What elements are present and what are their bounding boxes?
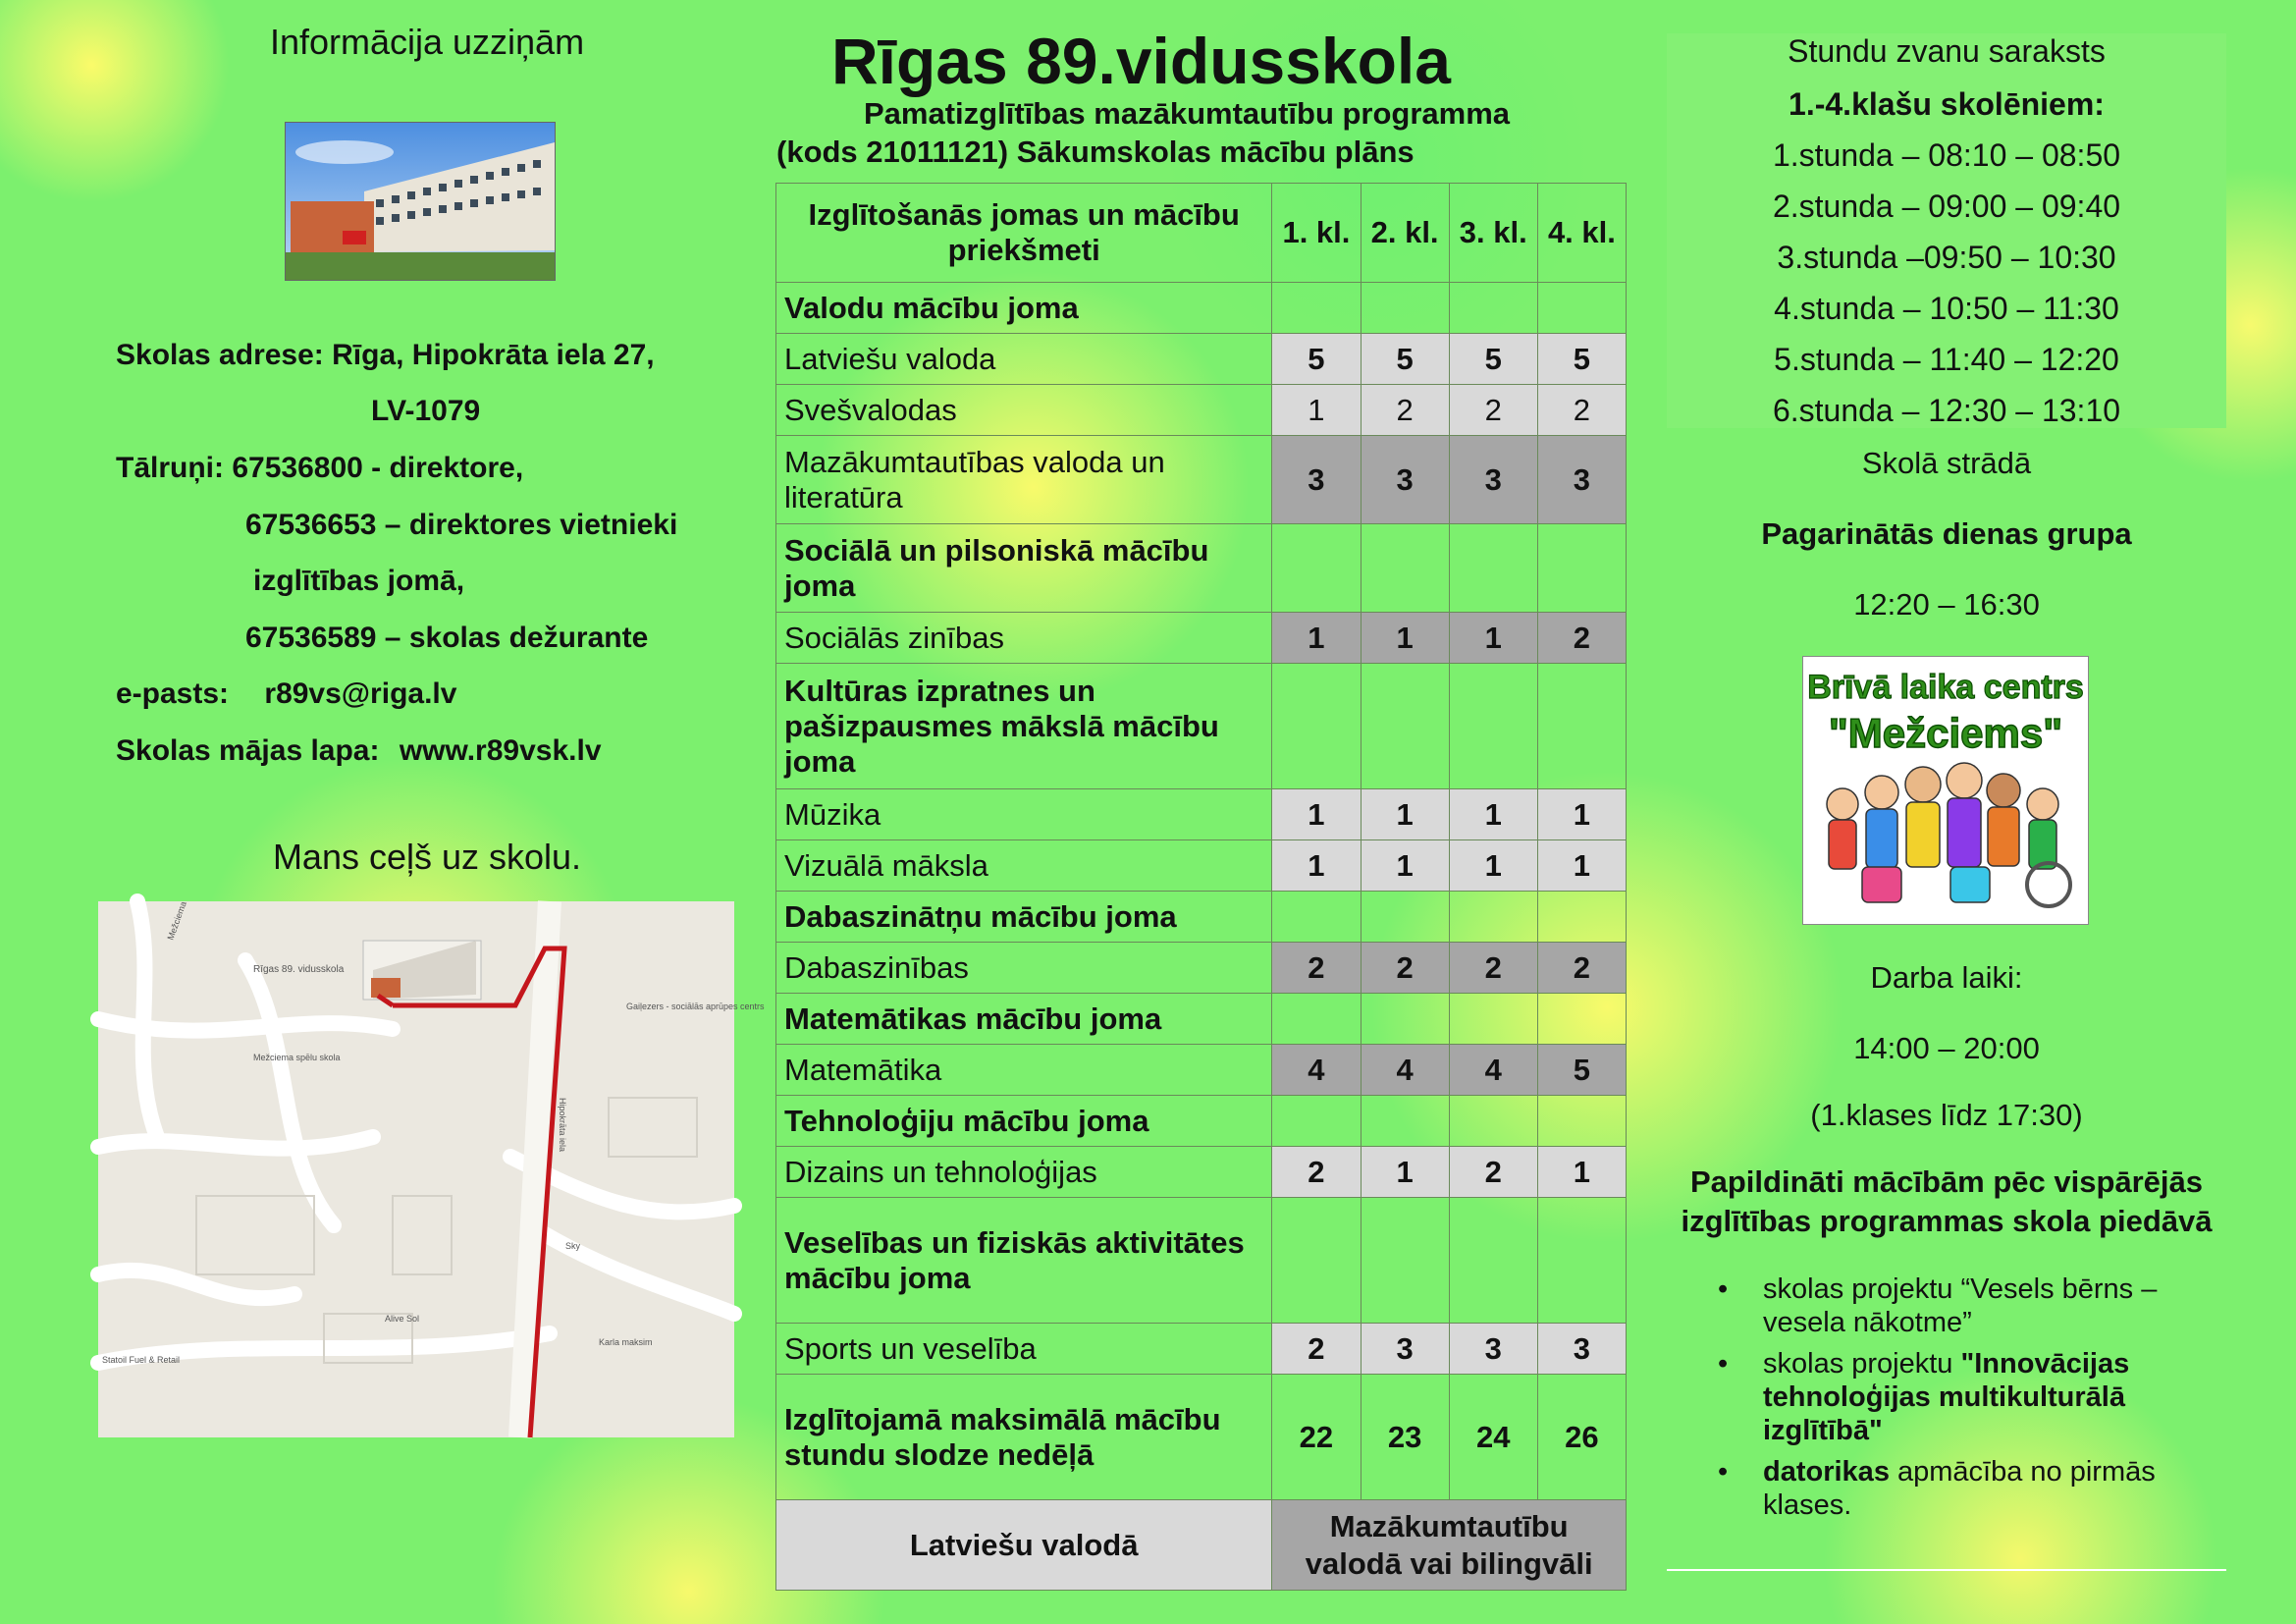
- subject-row: [776, 613, 1627, 664]
- bell-lesson-3: 3.stunda –09:50 – 10:30: [1777, 240, 2116, 275]
- header-grade-3: 3. kl.: [1449, 184, 1537, 283]
- info-title: Informācija uzziņām: [269, 22, 585, 62]
- bullet-icon: •: [1718, 1456, 1729, 1488]
- offer-item-prefix: skolas projektu: [1763, 1348, 1961, 1380]
- program-subtitle: Pamatizglītības mazākumtautību programma: [864, 96, 1511, 131]
- subject-name: Sociālās zinības: [776, 613, 1272, 664]
- subject-row: [776, 789, 1627, 840]
- hours-grade-1: 2: [1272, 1324, 1361, 1375]
- hours-grade-3: [1449, 1198, 1537, 1324]
- domain-row: [776, 283, 1627, 334]
- hours-grade-4: 1: [1537, 840, 1626, 892]
- bell-schedule-title: Stundu zvanu saraksts: [1788, 33, 2106, 69]
- domain-row: [776, 892, 1627, 943]
- header-subjects: Izglītošanās jomas un mācību priekšmeti: [776, 184, 1272, 283]
- hours-grade-3: 4: [1449, 1045, 1537, 1096]
- offer-item-text: skolas projektu “Vesels bērns – vesela nākotme”: [1763, 1273, 2158, 1338]
- header-grade-4: 4. kl.: [1537, 184, 1626, 283]
- hours-grade-2: [1361, 994, 1449, 1045]
- subject-name: Vizuālā māksla: [776, 840, 1272, 892]
- subject-name: Dabaszinības: [776, 943, 1272, 994]
- subject-name: Sports un veselība: [776, 1324, 1272, 1375]
- subject-row: [776, 1147, 1627, 1198]
- domain-row: [776, 524, 1627, 613]
- hours-grade-1: 2: [1272, 1147, 1361, 1198]
- offer-item-innovation: [1708, 1347, 2218, 1447]
- domain-name: Dabaszinātņu mācību joma: [776, 892, 1272, 943]
- domain-row: [776, 1198, 1627, 1324]
- offer-list: [1708, 1272, 2218, 1530]
- subject-name: Svešvalodas: [776, 385, 1272, 436]
- hours-grade-1: [1272, 994, 1361, 1045]
- email-link[interactable]: r89vs@riga.lv: [264, 677, 457, 710]
- hours-grade-4: 3: [1537, 1324, 1626, 1375]
- map-icon: [98, 899, 765, 1437]
- map-label-alive: Alive Sol: [385, 1314, 420, 1324]
- hours-grade-1: [1272, 283, 1361, 334]
- hours-grade-2: 2: [1361, 385, 1449, 436]
- phone-deputies-cont: izglītības jomā,: [253, 565, 465, 597]
- hours-grade-1: [1272, 1096, 1361, 1147]
- hours-grade-1: 4: [1272, 1045, 1361, 1096]
- hours-grade-3: [1449, 283, 1537, 334]
- offer-intro-line1: Papildināti mācībām pēc vispārējās: [1689, 1164, 2204, 1199]
- hours-grade-3: 1: [1449, 840, 1537, 892]
- hours-label: Darba laiki:: [1870, 960, 2023, 995]
- hours-grade-3: [1449, 664, 1537, 789]
- route-title: Mans ceļš uz skolu.: [272, 837, 582, 877]
- hours-grade-1: 2: [1272, 943, 1361, 994]
- hours-grade-1: [1272, 524, 1361, 613]
- offer-intro-line2: izglītības programmas skola piedāvā: [1681, 1204, 2213, 1238]
- hours-grade-4: 1: [1537, 1147, 1626, 1198]
- legend-minority: Mazākumtautību valodā vai bilingvāli: [1272, 1500, 1627, 1591]
- hours-grade-1: 5: [1272, 334, 1361, 385]
- offer-item-bold: "Innovācijas tehnoloģijas multikulturālā izglītībā": [1763, 1348, 2130, 1446]
- domain-name: Kultūras izpratnes un pašizpausmes mākslā mācību joma: [776, 664, 1272, 789]
- offer-item-bold: datorikas: [1763, 1456, 1890, 1488]
- offer-item-rest: apmācība no pirmās klases.: [1763, 1456, 2156, 1521]
- email-label: e-pasts:: [116, 677, 230, 710]
- domain-row: [776, 994, 1627, 1045]
- hours-grade-1: 1: [1272, 789, 1361, 840]
- bullet-icon: •: [1718, 1348, 1729, 1380]
- hours-grade-4: 26: [1537, 1375, 1626, 1500]
- hours-grade-2: 2: [1361, 943, 1449, 994]
- hours-grade-4: 1: [1537, 789, 1626, 840]
- subject-name: Dizains un tehnoloģijas: [776, 1147, 1272, 1198]
- hours-grade-3: [1449, 524, 1537, 613]
- hours-grade-1: [1272, 664, 1361, 789]
- program-code-subtitle: (kods 21011121) Sākumskolas mācību plāns: [776, 135, 1415, 169]
- school-building-icon: [286, 123, 555, 280]
- map-label-centre: Gaiļezers - sociālās aprūpes centrs: [626, 1001, 765, 1011]
- header-grade-1: 1. kl.: [1272, 184, 1361, 283]
- subject-name: Mūzika: [776, 789, 1272, 840]
- hours-grade-3: 1: [1449, 613, 1537, 664]
- domain-name: Veselības un fiziskās aktivitātes mācību joma: [776, 1198, 1272, 1324]
- phone-duty: 67536589 – skolas dežurante: [245, 622, 649, 654]
- hours-grade-4: 2: [1537, 613, 1626, 664]
- subject-row: [776, 436, 1627, 524]
- hours-grade-1: 1: [1272, 840, 1361, 892]
- domain-row: [776, 1096, 1627, 1147]
- map-label-sky: Sky: [565, 1241, 581, 1251]
- hours-grade-2: 1: [1361, 613, 1449, 664]
- hours-grade-3: 2: [1449, 1147, 1537, 1198]
- subject-name: Latviešu valoda: [776, 334, 1272, 385]
- hours-grade-2: [1361, 664, 1449, 789]
- leisure-centre-logo: [1802, 656, 2089, 925]
- hours-grade-4: [1537, 524, 1626, 613]
- bell-lesson-4: 4.stunda – 10:50 – 11:30: [1774, 291, 2119, 326]
- bell-schedule-subtitle: 1.-4.klašu skolēniem:: [1789, 86, 2105, 122]
- bell-lesson-2: 2.stunda – 09:00 – 09:40: [1772, 189, 2121, 224]
- bottom-divider: [1667, 1569, 2226, 1571]
- hours-grade-4: [1537, 1096, 1626, 1147]
- hours-grade-4: 5: [1537, 1045, 1626, 1096]
- map-label-statoil: Statoil Fuel & Retail: [102, 1355, 181, 1365]
- domain-row: [776, 664, 1627, 789]
- bell-lesson-5: 5.stunda – 11:40 – 12:20: [1774, 342, 2119, 377]
- hours-grade-1: [1272, 1198, 1361, 1324]
- table-header-row: [776, 184, 1627, 283]
- hours-grade-2: 23: [1361, 1375, 1449, 1500]
- extended-day-time: 12:20 – 16:30: [1853, 587, 2040, 622]
- phones-line: Tālruņi: 67536800 - direktore,: [116, 452, 524, 484]
- children-group-icon: [1803, 657, 2088, 924]
- hours-grade-4: 2: [1537, 943, 1626, 994]
- map-label-karla: Karla maksim: [599, 1337, 653, 1347]
- legend-latvian: Latviešu valodā: [776, 1500, 1272, 1591]
- phone-deputies: 67536653 – direktores vietnieki: [245, 509, 678, 541]
- hours-grade-3: [1449, 892, 1537, 943]
- hours-grade-3: 5: [1449, 334, 1537, 385]
- total-row: [776, 1375, 1627, 1500]
- hours-grade-4: 2: [1537, 385, 1626, 436]
- domain-name: Izglītojamā maksimālā mācību stundu slodze nedēļā: [776, 1375, 1272, 1500]
- school-title: Rīgas 89.vidusskola: [831, 25, 1451, 97]
- subject-name: Matemātika: [776, 1045, 1272, 1096]
- hours-grade-1: 1: [1272, 385, 1361, 436]
- website-label: Skolas mājas lapa:: [116, 734, 380, 767]
- map-label-street: Mežciema spēlu skola: [253, 1053, 341, 1062]
- email-line: [116, 677, 456, 711]
- subject-row: [776, 840, 1627, 892]
- hours-grade-2: [1361, 524, 1449, 613]
- extended-day-group: Pagarinātās dienas grupa: [1761, 516, 2132, 551]
- hours-grade-1: 3: [1272, 436, 1361, 524]
- hours-grade-3: 2: [1449, 385, 1537, 436]
- website-link[interactable]: www.r89vsk.lv: [399, 734, 602, 767]
- hours-grade-2: [1361, 283, 1449, 334]
- hours-grade-3: 3: [1449, 436, 1537, 524]
- hours-grade-2: [1361, 892, 1449, 943]
- school-photo: [285, 122, 556, 281]
- school-works-label: Skolā strādā: [1861, 446, 2032, 480]
- hours-grade-2: 1: [1361, 1147, 1449, 1198]
- hours-grade-1: 1: [1272, 613, 1361, 664]
- subject-row: [776, 334, 1627, 385]
- logo-text-line2: "Mežciems": [1828, 710, 2063, 756]
- map-label-street-top: Mežciema: [165, 899, 188, 942]
- hours-grade-2: [1361, 1096, 1449, 1147]
- hours-grade-3: [1449, 994, 1537, 1045]
- offer-item-computing: [1708, 1455, 2218, 1522]
- domain-name: Sociālā un pilsoniskā mācību joma: [776, 524, 1272, 613]
- postal-code: LV-1079: [371, 395, 481, 427]
- map-label-hipokrata: Hipokrāta iela: [558, 1098, 567, 1153]
- bullet-icon: •: [1718, 1273, 1729, 1305]
- domain-name: Matemātikas mācību joma: [776, 994, 1272, 1045]
- hours-grade-2: 3: [1361, 436, 1449, 524]
- bell-lesson-6: 6.stunda – 12:30 – 13:10: [1772, 393, 2121, 428]
- hours-grade-4: [1537, 994, 1626, 1045]
- language-legend-row: [776, 1500, 1627, 1591]
- route-map: [98, 899, 765, 1437]
- subject-row: [776, 1045, 1627, 1096]
- hours-grade-2: 1: [1361, 789, 1449, 840]
- hours-grade-2: 3: [1361, 1324, 1449, 1375]
- domain-name: Valodu mācību joma: [776, 283, 1272, 334]
- logo-text-line1: Brīvā laika centrs: [1807, 669, 2084, 706]
- subject-row: [776, 943, 1627, 994]
- map-label-school: Rīgas 89. vidusskola: [253, 964, 345, 975]
- offer-item-healthy-child: [1708, 1272, 2218, 1339]
- hours-grade-4: 3: [1537, 436, 1626, 524]
- subject-name: Mazākumtautības valoda un literatūra: [776, 436, 1272, 524]
- website-line: [116, 734, 602, 768]
- hours-grade-3: 2: [1449, 943, 1537, 994]
- hours-grade-1: 22: [1272, 1375, 1361, 1500]
- hours-grade-2: 4: [1361, 1045, 1449, 1096]
- address-line: Skolas adrese: Rīga, Hipokrāta iela 27,: [116, 339, 655, 371]
- study-plan-table: [775, 183, 1627, 1591]
- hours-note: (1.klases līdz 17:30): [1810, 1098, 2083, 1132]
- subject-row: [776, 1324, 1627, 1375]
- hours-grade-4: [1537, 1198, 1626, 1324]
- hours-grade-3: 3: [1449, 1324, 1537, 1375]
- hours-grade-4: [1537, 892, 1626, 943]
- hours-grade-2: 5: [1361, 334, 1449, 385]
- header-grade-2: 2. kl.: [1361, 184, 1449, 283]
- bell-lesson-1: 1.stunda – 08:10 – 08:50: [1772, 137, 2121, 173]
- hours-grade-1: [1272, 892, 1361, 943]
- hours-grade-4: 5: [1537, 334, 1626, 385]
- domain-name: Tehnoloģiju mācību joma: [776, 1096, 1272, 1147]
- hours-grade-3: 1: [1449, 789, 1537, 840]
- hours-grade-2: 1: [1361, 840, 1449, 892]
- hours-grade-4: [1537, 283, 1626, 334]
- hours-grade-3: 24: [1449, 1375, 1537, 1500]
- subject-row: [776, 385, 1627, 436]
- hours-grade-3: [1449, 1096, 1537, 1147]
- hours-grade-2: [1361, 1198, 1449, 1324]
- hours-value: 14:00 – 20:00: [1853, 1031, 2040, 1065]
- hours-grade-4: [1537, 664, 1626, 789]
